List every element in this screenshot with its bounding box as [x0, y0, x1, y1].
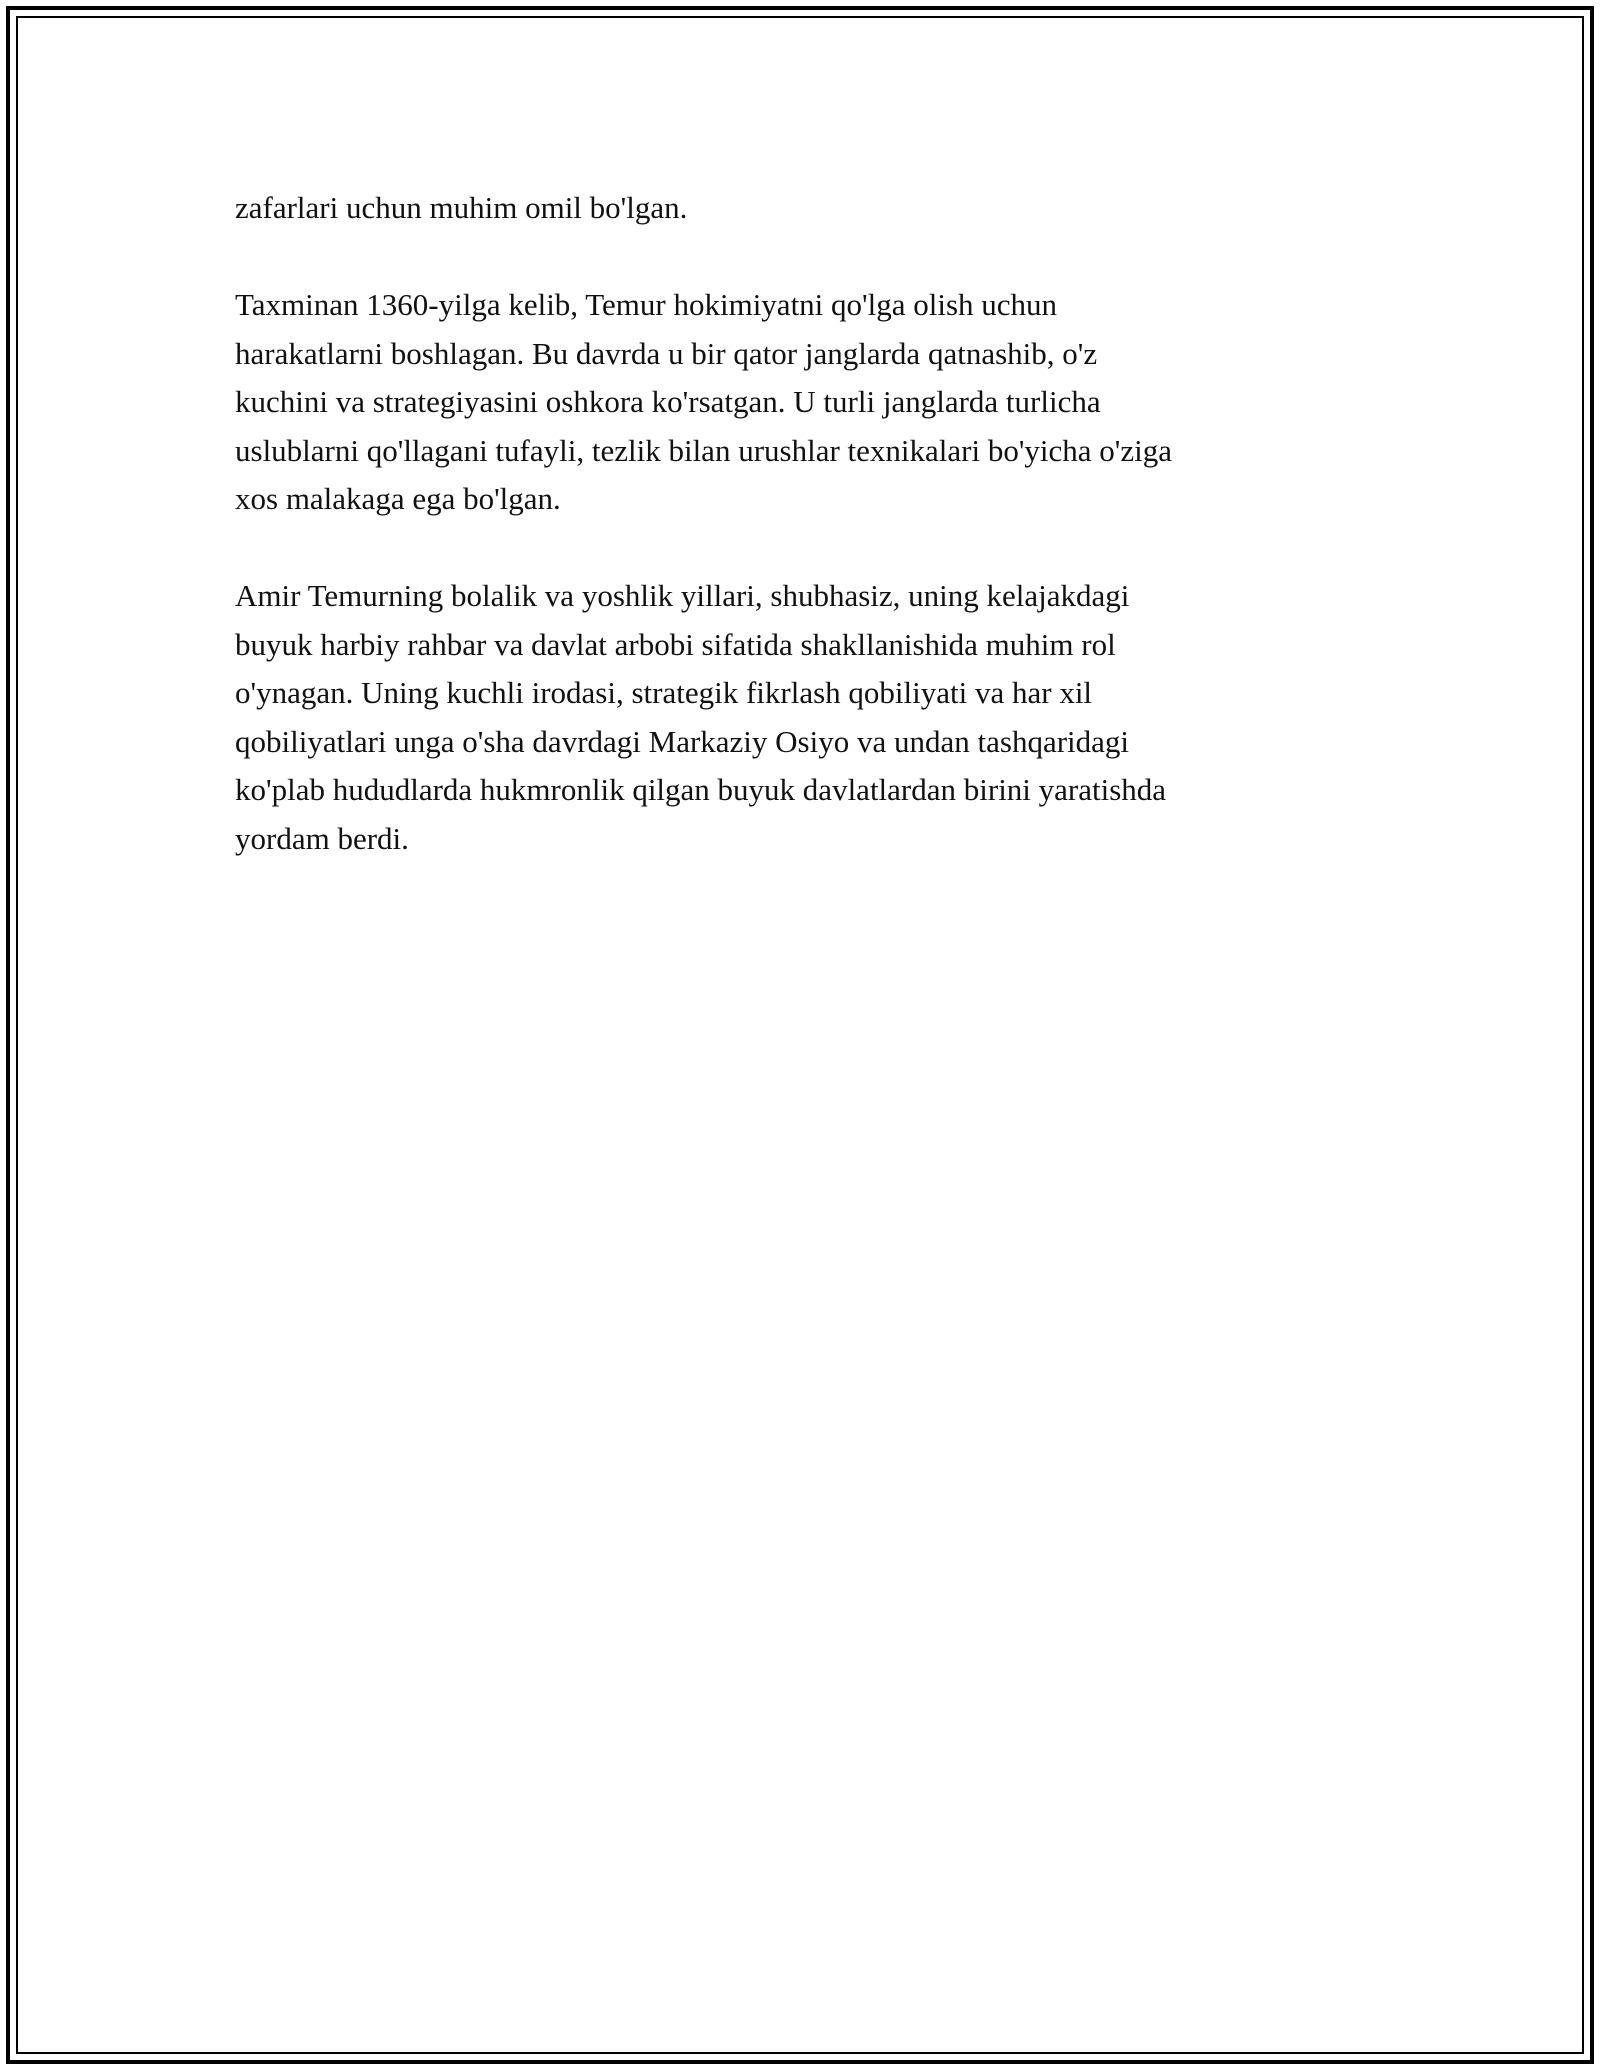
paragraph-1: zafarlari uchun muhim omil bo'lgan.	[235, 190, 688, 225]
paragraph-3: Amir Temurning bolalik va yoshlik yillari, shubhasiz, uning kelajakdagi buyuk harbiy rahbar va davlat arbobi sifatida shakllanishida muhim rol o'ynagan. Uning kuchli irodasi, strategik fikrlash qobiliyati va har xil qobiliyatlari unga o'sha davrdagi Markaziy Osiyo va undan tashqaridagi ko'plab hududlarda hukmronlik qilgan buyuk davlatlardan birini yaratishda yordam berdi.	[235, 578, 1167, 856]
document-body	[235, 184, 1365, 912]
paragraph-2: Taxminan 1360-yilga kelib, Temur hokimiyatni qo'lga olish uchun harakatlarni boshlagan. Bu davrda u bir qator janglarda qatnashib, o'z kuchini va strategiyasini oshkora ko'rsatgan. U turli janglarda turlicha uslublarni qo'llagani tufayli, tezlik bilan urushlar texnikalari bo'yicha o'ziga xos malakaga ega bo'lgan.	[235, 287, 1173, 516]
